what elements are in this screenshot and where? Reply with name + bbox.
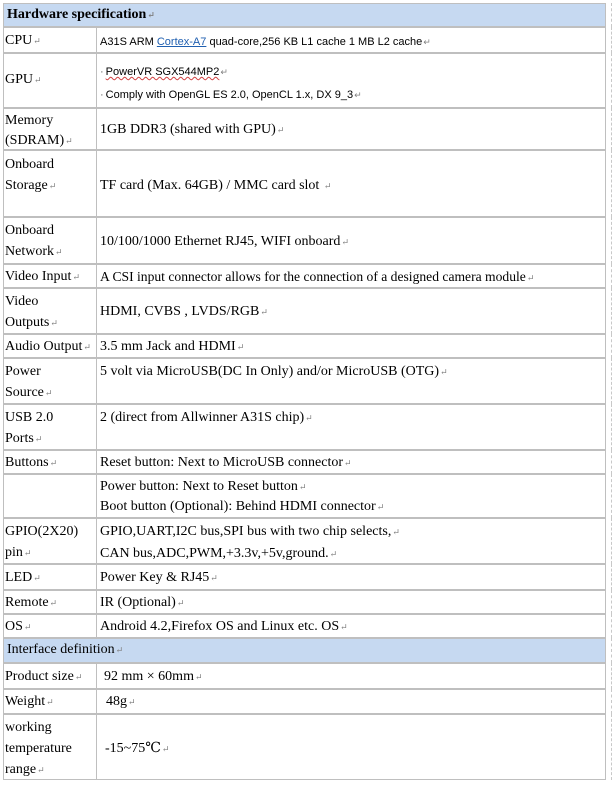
power-value: 5 volt via MicroUSB(DC In Only) and/or MicroUSB (OTG) bbox=[100, 364, 440, 379]
weight-value: 48g bbox=[106, 694, 127, 709]
video-input-value: A CSI input connector allows for the connection of a designed camera module bbox=[100, 269, 526, 284]
label-led: LED bbox=[5, 570, 33, 585]
paragraph-mark-icon: ↵ bbox=[115, 645, 124, 655]
paragraph-mark-icon: ↵ bbox=[74, 672, 83, 682]
paragraph-mark-icon: ↵ bbox=[65, 136, 73, 146]
network-value: 10/100/1000 Ethernet RJ45, WIFI onboard bbox=[100, 234, 341, 249]
usb-value: 2 (direct from Allwinner A31S chip) bbox=[100, 410, 305, 425]
paragraph-mark-icon: ↵ bbox=[305, 413, 313, 423]
remote-value: IR (Optional) bbox=[100, 595, 176, 610]
label-power-2: Source bbox=[5, 385, 44, 400]
paragraph-mark-icon: ↵ bbox=[44, 388, 53, 398]
row-power bbox=[3, 358, 606, 404]
label-cpu: CPU bbox=[5, 33, 33, 48]
row-os bbox=[3, 614, 606, 638]
paragraph-mark-icon: ↵ bbox=[194, 672, 203, 682]
paragraph-mark-icon: ↵ bbox=[33, 36, 41, 46]
row-memory bbox=[3, 108, 606, 150]
paragraph-mark-icon: ↵ bbox=[260, 307, 268, 317]
gpio-value-2: CAN bus,ADC,PWM,+3.3v,+5v,ground. bbox=[100, 546, 329, 561]
paragraph-mark-icon: ↵ bbox=[34, 75, 42, 85]
label-gpio-2: pin bbox=[5, 545, 23, 560]
label-video-outputs-2: Outputs bbox=[5, 315, 50, 330]
gpio-value-1: GPIO,UART,I2C bus,SPI bus with two chip selects, bbox=[100, 524, 392, 539]
power-button-value: Power button: Next to Reset button bbox=[100, 479, 298, 494]
paragraph-mark-icon: ↵ bbox=[50, 318, 58, 328]
paragraph-mark-icon: ↵ bbox=[49, 598, 58, 608]
boot-button-value: Boot button (Optional): Behind HDMI connector bbox=[100, 499, 376, 514]
paragraph-mark-icon: ↵ bbox=[354, 90, 362, 100]
row-video-outputs bbox=[3, 288, 606, 334]
paragraph-mark-icon: ↵ bbox=[341, 237, 349, 247]
buttons-value: Reset button: Next to MicroUSB connector bbox=[100, 455, 344, 470]
label-product-size: Product size bbox=[5, 669, 74, 684]
row-product-size bbox=[3, 663, 606, 689]
label-video-outputs: Video bbox=[5, 294, 39, 309]
label-temperature-2: temperature bbox=[5, 741, 72, 756]
paragraph-mark-icon: ↵ bbox=[344, 458, 352, 468]
paragraph-mark-icon: ↵ bbox=[34, 434, 43, 444]
cpu-value-suffix: quad-core,256 KB L1 cache 1 MB L2 cache bbox=[206, 36, 423, 48]
paragraph-mark-icon: ↵ bbox=[55, 247, 63, 257]
row-remote bbox=[3, 590, 606, 614]
led-value: Power Key & RJ45 bbox=[100, 570, 210, 585]
label-network: Onboard bbox=[5, 223, 54, 238]
label-storage: Onboard bbox=[5, 157, 54, 172]
gpu-api-support: Comply with OpenGL ES 2.0, OpenCL 1.x, DX 9_3 bbox=[105, 89, 354, 101]
label-audio: Audio Output bbox=[5, 339, 83, 354]
label-gpu: GPU bbox=[5, 72, 34, 87]
product-size-value: 92 mm × 60mm bbox=[104, 669, 194, 684]
paragraph-mark-icon: ↵ bbox=[48, 181, 57, 191]
paragraph-mark-icon: ↵ bbox=[23, 548, 32, 558]
label-network-2: Network bbox=[5, 244, 54, 259]
paragraph-mark-icon: ↵ bbox=[392, 527, 400, 537]
label-memory: Memory bbox=[5, 113, 54, 128]
label-power: Power bbox=[5, 364, 41, 379]
paragraph-mark-icon: ↵ bbox=[37, 765, 45, 775]
os-value: Android 4.2,Firefox OS and Linux etc. OS bbox=[100, 619, 340, 634]
paragraph-mark-icon: ↵ bbox=[236, 342, 245, 352]
video-outputs-value: HDMI, CVBS , LVDS/RGB bbox=[100, 304, 260, 319]
section-title-hardware: Hardware specification bbox=[7, 7, 147, 22]
row-temperature bbox=[3, 714, 606, 780]
label-storage-2: Storage bbox=[5, 178, 48, 193]
paragraph-mark-icon: ↵ bbox=[329, 549, 338, 559]
row-buttons-continued bbox=[3, 474, 606, 518]
paragraph-mark-icon: ↵ bbox=[161, 744, 170, 754]
row-video-input bbox=[3, 264, 606, 288]
label-memory-type: (SDRAM) bbox=[5, 133, 65, 148]
paragraph-mark-icon: ↵ bbox=[46, 697, 54, 707]
row-network bbox=[3, 217, 606, 264]
paragraph-mark-icon: ↵ bbox=[526, 273, 535, 283]
section-header-interface bbox=[3, 638, 606, 663]
section-title-interface: Interface definition bbox=[7, 642, 115, 657]
paragraph-mark-icon: ↵ bbox=[340, 622, 348, 632]
section-header-hardware bbox=[3, 3, 606, 27]
paragraph-mark-icon: ↵ bbox=[298, 482, 307, 492]
row-gpu: GPU↵ · PowerVR SGX544MP2↵ · Comply with OpenGL ES 2.0, OpenCL 1.x, DX 9_3↵ bbox=[3, 53, 606, 108]
paragraph-mark-icon: ↵ bbox=[423, 37, 431, 47]
paragraph-mark-icon: ↵ bbox=[176, 598, 185, 608]
cpu-value-prefix: A31S ARM bbox=[100, 36, 157, 48]
paragraph-mark-icon: ↵ bbox=[210, 573, 218, 583]
paragraph-mark-icon: ↵ bbox=[83, 342, 91, 352]
row-weight bbox=[3, 689, 606, 714]
storage-value: TF card (Max. 64GB) / MMC card slot bbox=[100, 178, 323, 193]
row-cpu bbox=[3, 27, 606, 53]
label-gpio: GPIO(2X20) bbox=[5, 524, 79, 539]
row-buttons bbox=[3, 450, 606, 474]
paragraph-mark-icon: ↵ bbox=[440, 367, 448, 377]
paragraph-mark-icon: ↵ bbox=[276, 125, 285, 135]
temperature-value: -15~75℃ bbox=[105, 741, 161, 756]
row-audio bbox=[3, 334, 606, 358]
label-temperature-3: range bbox=[5, 762, 37, 777]
paragraph-mark-icon: ↵ bbox=[33, 573, 41, 583]
paragraph-mark-icon: ↵ bbox=[376, 502, 385, 512]
row-usb bbox=[3, 404, 606, 450]
label-video-input: Video Input bbox=[5, 269, 72, 284]
label-usb-2: Ports bbox=[5, 431, 34, 446]
cortex-a7-link[interactable]: Cortex-A7 bbox=[156, 36, 207, 48]
label-remote: Remote bbox=[5, 595, 49, 610]
paragraph-mark-icon: ↵ bbox=[49, 458, 58, 468]
paragraph-mark-icon: ↵ bbox=[23, 622, 32, 632]
label-usb: USB 2.0 bbox=[5, 410, 54, 425]
gpu-model: PowerVR SGX544MP2 bbox=[105, 66, 220, 78]
paragraph-mark-icon: ↵ bbox=[220, 67, 228, 77]
label-os: OS bbox=[5, 619, 23, 634]
memory-value: 1GB DDR3 (shared with GPU) bbox=[100, 122, 276, 137]
label-buttons: Buttons bbox=[5, 455, 49, 470]
row-storage bbox=[3, 150, 606, 217]
audio-value: 3.5 mm Jack and HDMI bbox=[100, 339, 236, 354]
row-led bbox=[3, 564, 606, 590]
paragraph-mark-icon: ↵ bbox=[72, 272, 80, 282]
paragraph-mark-icon: ↵ bbox=[323, 181, 332, 191]
paragraph-mark-icon: ↵ bbox=[128, 697, 136, 707]
label-weight: Weight bbox=[5, 694, 46, 709]
row-gpio bbox=[3, 518, 606, 564]
paragraph-mark-icon: ↵ bbox=[147, 10, 155, 20]
label-temperature: working bbox=[5, 720, 52, 735]
